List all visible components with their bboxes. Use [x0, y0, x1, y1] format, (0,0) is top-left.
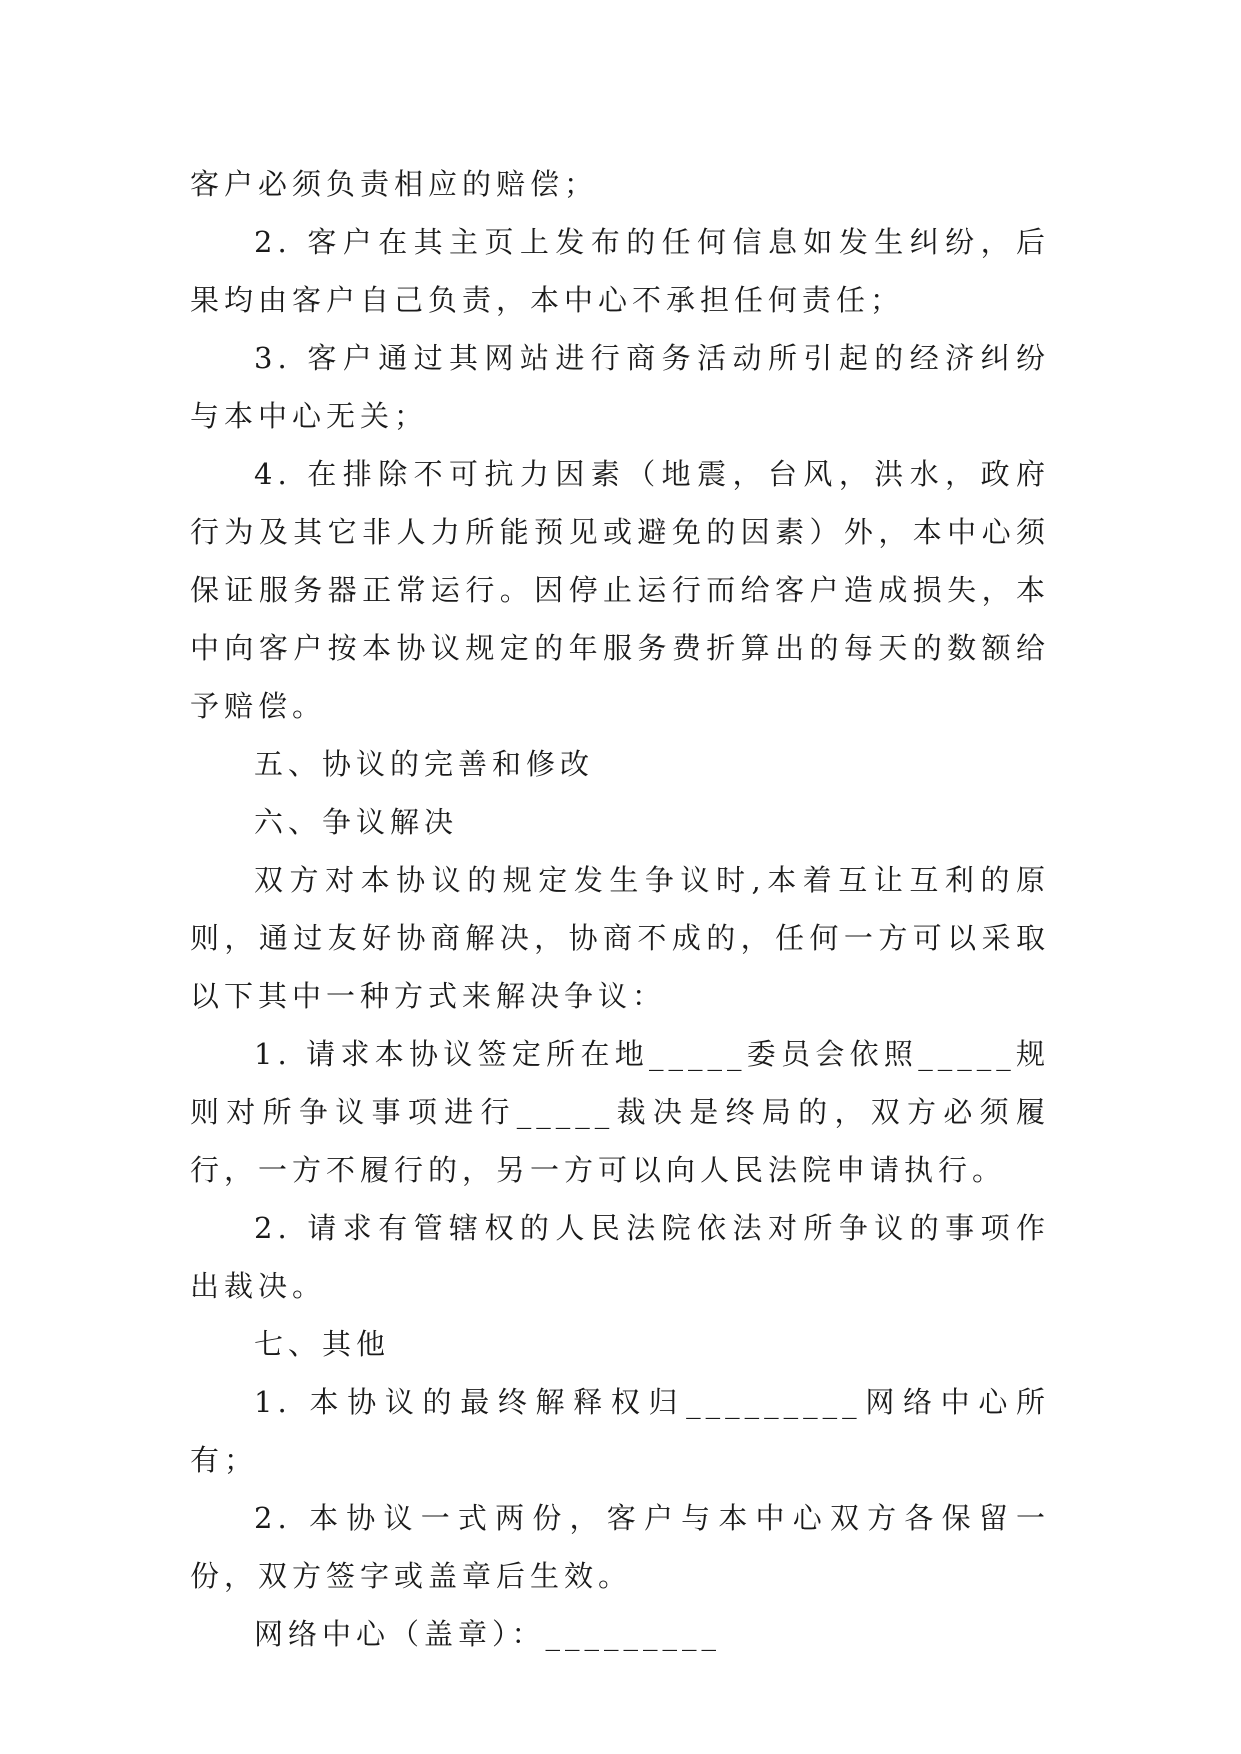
section-heading-5: 五、协议的完善和修改	[254, 747, 595, 781]
paragraph-clause-4: 4. 在排除不可抗力因素（地震，台风，洪水，政府行为及其它非人力所能预见或避免的因素）外，本中心须保证服务器正常运行。因停止运行而给客户造成损失，本中向客户按本协议规定的年服务费折算出的每天的数额给予赔偿。	[190, 457, 1050, 723]
section-heading-6: 六、争议解决	[254, 805, 459, 839]
paragraph-other-1: 1. 本协议的最终解释权归_________网络中心所有；	[190, 1385, 1050, 1477]
signature-line-network-center: 网络中心（盖章）：_________	[254, 1617, 722, 1651]
paragraph-clause-2: 2. 客户在其主页上发布的任何信息如发生纠纷，后果均由客户自己负责，本中心不承担任何责任；	[190, 225, 1050, 317]
paragraph-dispute-option-1: 1. 请求本协议签定所在地_____委员会依照_____规则对所争议事项进行_____裁决是终局的，双方必须履行，一方不履行的，另一方可以向人民法院申请执行。	[190, 1037, 1050, 1187]
paragraph-compensation-tail: 客户必须负责相应的赔偿；	[190, 167, 599, 201]
paragraph-dispute-option-2: 2. 请求有管辖权的人民法院依法对所争议的事项作出裁决。	[190, 1211, 1050, 1303]
document-body	[190, 155, 1050, 1663]
paragraph-dispute-intro: 双方对本协议的规定发生争议时,本着互让互利的原则，通过友好协商解决，协商不成的，任何一方可以采取以下其中一种方式来解决争议：	[190, 863, 1050, 1013]
paragraph-other-2: 2. 本协议一式两份，客户与本中心双方各保留一份，双方签字或盖章后生效。	[190, 1501, 1050, 1593]
paragraph-clause-3: 3. 客户通过其网站进行商务活动所引起的经济纠纷与本中心无关；	[190, 341, 1050, 433]
section-heading-7: 七、其他	[254, 1327, 391, 1361]
